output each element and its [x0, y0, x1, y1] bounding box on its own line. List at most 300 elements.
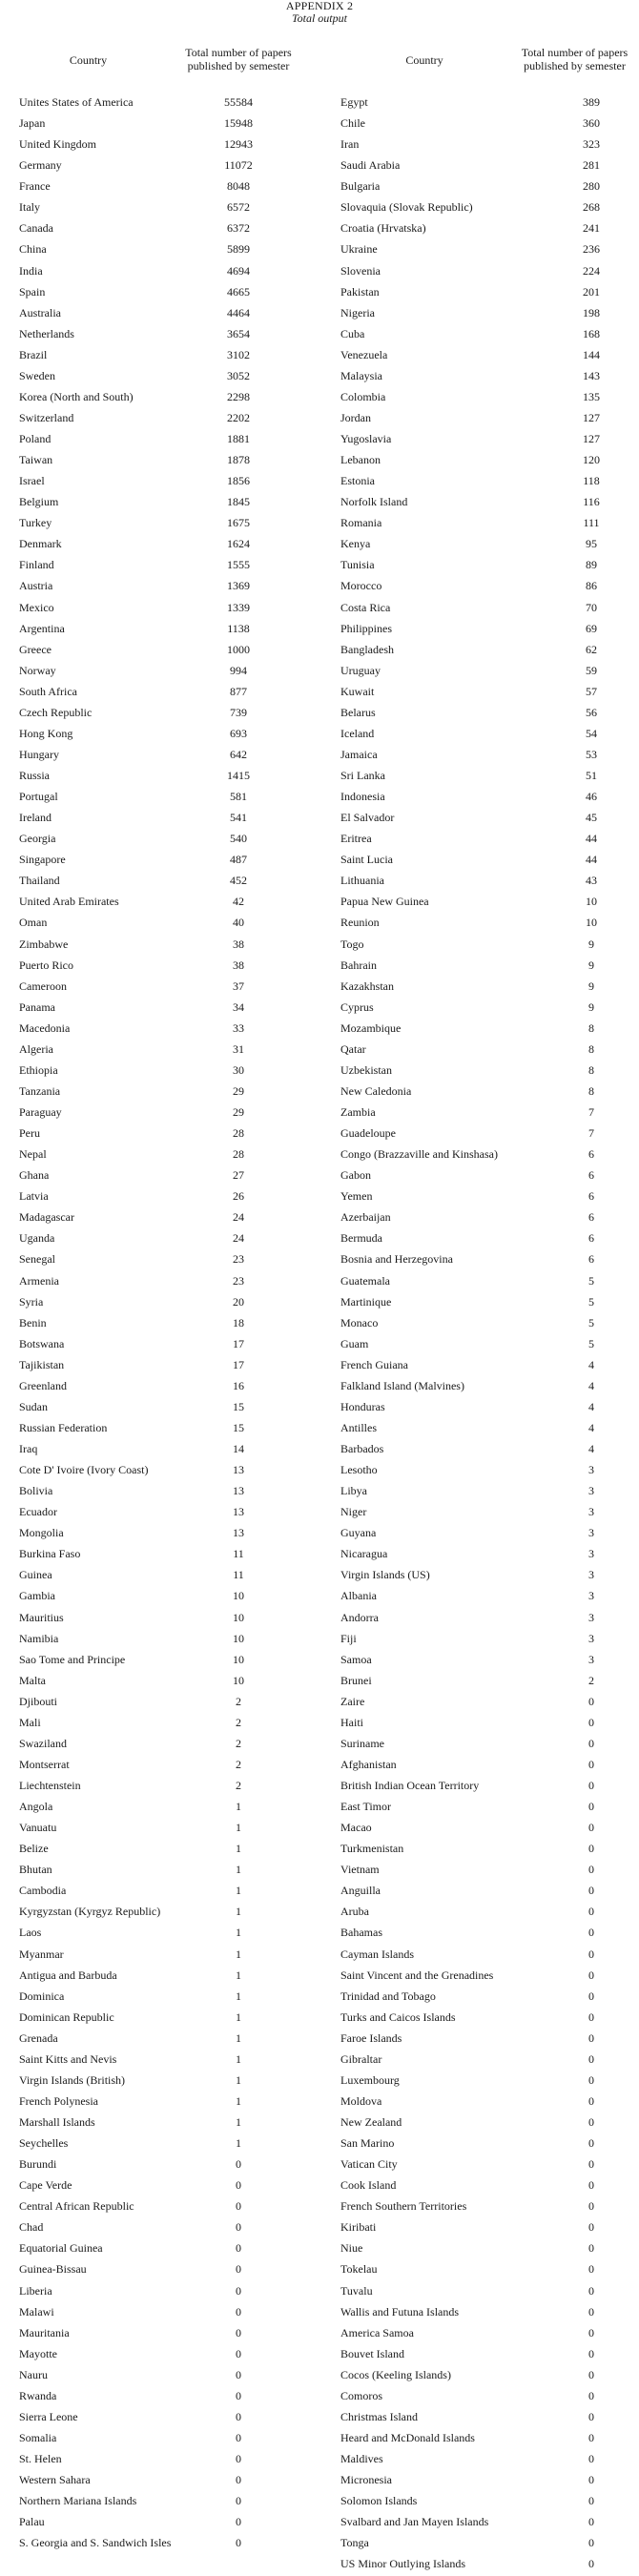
- paper-count: 0: [588, 2325, 594, 2339]
- table-row: [339, 2133, 639, 2154]
- table-row: [339, 2511, 639, 2532]
- table-row: [0, 1901, 320, 1922]
- table-row: [339, 1691, 639, 1712]
- country-name: Mauritius: [19, 1610, 64, 1624]
- paper-count: 7: [588, 1105, 594, 1119]
- paper-count: 95: [586, 537, 597, 551]
- country-name: Guatemala: [340, 1273, 390, 1288]
- table-row: [339, 2216, 639, 2237]
- table-row: [339, 1123, 639, 1144]
- table-row: [0, 1164, 320, 1185]
- paper-count: 15948: [224, 116, 253, 131]
- papers-header-line2: published by semester: [524, 59, 626, 72]
- table-row: [0, 1185, 320, 1206]
- table-row: [339, 1649, 639, 1670]
- country-name: New Caledonia: [340, 1083, 412, 1098]
- country-name: Malaysia: [340, 368, 382, 382]
- paper-count: 1: [236, 2009, 241, 2024]
- paper-count: 198: [583, 305, 600, 319]
- paper-count: 3: [588, 1589, 594, 1603]
- country-name: Monaco: [340, 1315, 379, 1329]
- paper-count: 46: [586, 790, 597, 804]
- country-name: Laos: [19, 1926, 42, 1940]
- paper-count: 23: [233, 1273, 244, 1288]
- table-row: [0, 281, 320, 302]
- country-name: British Indian Ocean Territory: [340, 1779, 480, 1792]
- paper-count: 0: [236, 2157, 241, 2172]
- paper-count: 4: [588, 1420, 594, 1434]
- table-row: [0, 997, 320, 1018]
- paper-count: 0: [236, 2367, 241, 2381]
- country-name: France: [19, 179, 51, 194]
- paper-count: 0: [588, 1968, 594, 1982]
- country-name: Chile: [340, 116, 365, 131]
- country-name: Comoros: [340, 2388, 383, 2402]
- table-row: [0, 2195, 320, 2216]
- paper-count: 0: [588, 2557, 594, 2571]
- country-name: Sao Tome and Principe: [19, 1652, 126, 1666]
- country-name: Uganda: [19, 1231, 55, 1246]
- paper-count: 0: [236, 2346, 241, 2360]
- country-name: Micronesia: [340, 2473, 392, 2487]
- paper-count: 0: [588, 1989, 594, 2003]
- country-name: Liberia: [19, 2283, 52, 2298]
- country-name: Samoa: [340, 1652, 372, 1666]
- paper-count: 1: [236, 1800, 241, 1814]
- country-name: Papua New Guinea: [340, 895, 429, 909]
- country-name: Switzerland: [19, 410, 74, 424]
- country-name: Fiji: [340, 1631, 357, 1645]
- table-row: [339, 1733, 639, 1754]
- paper-count: 0: [236, 2409, 241, 2423]
- paper-count: 2: [236, 1779, 241, 1792]
- country-name: Tokelau: [340, 2262, 378, 2277]
- country-name: Nepal: [19, 1147, 47, 1162]
- paper-count: 0: [588, 1715, 594, 1729]
- paper-count: 280: [583, 179, 600, 194]
- table-row: [0, 1522, 320, 1543]
- table-row: [339, 1522, 639, 1543]
- table-row: [339, 955, 639, 976]
- paper-count: 4: [588, 1442, 594, 1455]
- table-row: [339, 1291, 639, 1312]
- table-row: [0, 2532, 320, 2553]
- country-name: Botswana: [19, 1336, 65, 1350]
- paper-count: 1: [236, 2136, 241, 2151]
- paper-count: 6372: [227, 221, 250, 236]
- paper-count: 6: [588, 1210, 594, 1225]
- table-row: [339, 323, 639, 344]
- paper-count: 17: [233, 1336, 244, 1350]
- table-row: [0, 2028, 320, 2049]
- table-row: [339, 2237, 639, 2258]
- table-row: [339, 365, 639, 386]
- paper-count: 1: [236, 1905, 241, 1919]
- country-name: Togo: [340, 937, 364, 951]
- paper-count: 40: [233, 916, 244, 930]
- paper-count: 28: [233, 1147, 244, 1162]
- paper-count: 693: [230, 726, 247, 740]
- country-name: Faroe Islands: [340, 2030, 402, 2045]
- country-name: Latvia: [19, 1189, 49, 1204]
- right-column-header: [339, 46, 639, 80]
- paper-count: 1881: [227, 432, 250, 445]
- paper-count: 0: [236, 2515, 241, 2529]
- country-name: Mozambique: [340, 1020, 402, 1035]
- table-row: [339, 807, 639, 828]
- country-name: Brazil: [19, 347, 48, 361]
- paper-count: 487: [230, 853, 247, 867]
- table-row: [339, 2280, 639, 2301]
- table-row: [339, 1754, 639, 1775]
- table-row: [0, 681, 320, 702]
- country-name: Ireland: [19, 811, 52, 825]
- table-row: [0, 1691, 320, 1712]
- table-row: [339, 1396, 639, 1417]
- table-row: [0, 1206, 320, 1227]
- paper-count: 16: [233, 1378, 244, 1392]
- table-row: [0, 1312, 320, 1333]
- table-row: [0, 449, 320, 470]
- paper-count: 0: [588, 2409, 594, 2423]
- paper-count: 4665: [227, 284, 250, 299]
- table-row: [339, 1922, 639, 1943]
- table-row: [339, 2049, 639, 2070]
- country-name: Greece: [19, 642, 52, 656]
- country-name: Sierra Leone: [19, 2409, 78, 2423]
- paper-count: 10: [233, 1610, 244, 1624]
- table-row: [339, 1901, 639, 1922]
- paper-count: 1: [236, 1842, 241, 1856]
- country-name: Guinea: [19, 1568, 52, 1582]
- paper-count: 38: [233, 958, 244, 972]
- country-name: Namibia: [19, 1631, 59, 1645]
- country-name: Denmark: [19, 537, 62, 551]
- paper-count: 89: [586, 558, 597, 572]
- paper-count: 0: [588, 2157, 594, 2172]
- country-name: Maldives: [340, 2452, 383, 2465]
- country-name: Equatorial Guinea: [19, 2241, 103, 2256]
- country-name: Kyrgyzstan (Kyrgyz Republic): [19, 1905, 161, 1919]
- country-name: Tajikistan: [19, 1357, 65, 1371]
- table-row: [0, 1480, 320, 1501]
- country-name: Indonesia: [340, 790, 385, 804]
- country-name: El Salvador: [340, 811, 395, 825]
- table-row: [0, 744, 320, 765]
- paper-count: 2: [236, 1757, 241, 1771]
- country-name: Korea (North and South): [19, 389, 134, 403]
- paper-count: 6: [588, 1189, 594, 1204]
- paper-count: 4694: [227, 263, 250, 278]
- table-row: [0, 2049, 320, 2070]
- paper-count: 44: [586, 832, 597, 846]
- table-row: [0, 2091, 320, 2112]
- paper-count: 0: [588, 2430, 594, 2444]
- country-name: Czech Republic: [19, 705, 93, 719]
- table-row: [339, 681, 639, 702]
- paper-count: 877: [230, 684, 247, 698]
- country-name: Western Sahara: [19, 2473, 91, 2487]
- country-name: French Polynesia: [19, 2093, 98, 2108]
- table-row: [0, 1018, 320, 1039]
- paper-count: 5: [588, 1315, 594, 1329]
- country-name: Kenya: [340, 537, 371, 551]
- country-name: Russian Federation: [19, 1420, 108, 1434]
- paper-count: 51: [586, 769, 597, 782]
- country-name: Virgin Islands (British): [19, 2072, 126, 2087]
- country-name: Mauritania: [19, 2325, 70, 2339]
- paper-count: 29: [233, 1105, 244, 1119]
- paper-count: 28: [233, 1126, 244, 1141]
- country-name: Burkina Faso: [19, 1547, 81, 1561]
- paper-count: 2: [236, 1715, 241, 1729]
- country-name: Martinique: [340, 1294, 392, 1309]
- table-row: [339, 1501, 639, 1522]
- country-name: Mexico: [19, 600, 54, 614]
- paper-count: 0: [588, 2388, 594, 2402]
- paper-count: 6: [588, 1168, 594, 1183]
- table-row: [339, 2301, 639, 2322]
- paper-count: 323: [583, 137, 600, 152]
- left-column-header: [0, 46, 320, 80]
- country-name: Luxembourg: [340, 2072, 400, 2087]
- country-name: Algeria: [19, 1041, 53, 1056]
- table-row: [339, 2385, 639, 2406]
- paper-count: 0: [236, 2199, 241, 2214]
- country-name: Vatican City: [340, 2157, 398, 2172]
- country-name: Cote D' Ivoire (Ivory Coast): [19, 1463, 149, 1477]
- country-name: Myanmar: [19, 1947, 64, 1961]
- table-row: [0, 2511, 320, 2532]
- table-row: [0, 1248, 320, 1269]
- country-name: Madagascar: [19, 1210, 74, 1225]
- country-name: Sweden: [19, 368, 55, 382]
- paper-count: 0: [236, 2220, 241, 2235]
- paper-count: 0: [588, 2072, 594, 2087]
- paper-count: 1: [236, 1884, 241, 1898]
- paper-count: 3: [588, 1505, 594, 1519]
- country-name: Armenia: [19, 1273, 59, 1288]
- country-name: Central African Republic: [19, 2199, 134, 2214]
- paper-count: 1: [236, 2115, 241, 2129]
- paper-count: 33: [233, 1020, 244, 1035]
- paper-count: 11: [233, 1568, 244, 1582]
- table-row: [339, 1564, 639, 1585]
- paper-count: 10: [586, 916, 597, 930]
- table-row: [339, 2007, 639, 2028]
- country-name: Eritrea: [340, 832, 372, 846]
- table-row: [339, 491, 639, 512]
- paper-count: 0: [588, 2473, 594, 2487]
- table-row: [339, 1670, 639, 1691]
- paper-count: 360: [583, 116, 600, 131]
- paper-count: 45: [586, 811, 597, 825]
- table-row: [0, 470, 320, 491]
- table-row: [0, 849, 320, 870]
- country-name: Uzbekistan: [340, 1062, 392, 1077]
- paper-count: 1000: [227, 642, 250, 656]
- table-row: [0, 2154, 320, 2174]
- table-row: [0, 196, 320, 217]
- paper-count: 1: [236, 1989, 241, 2003]
- country-name: Turks and Caicos Islands: [340, 2009, 456, 2024]
- country-name: Christmas Island: [340, 2409, 418, 2423]
- country-name: Bahamas: [340, 1926, 382, 1940]
- table-row: [339, 786, 639, 807]
- paper-count: 1856: [227, 474, 250, 488]
- paper-count: 642: [230, 747, 247, 761]
- country-name: Barbados: [340, 1442, 384, 1455]
- table-row: [0, 1817, 320, 1838]
- table-row: [339, 2112, 639, 2133]
- country-name: Angola: [19, 1800, 53, 1814]
- paper-count: 389: [583, 95, 600, 109]
- table-row: [339, 281, 639, 302]
- table-row: [0, 1102, 320, 1123]
- country-name: Belarus: [340, 705, 376, 719]
- country-name: Mali: [19, 1715, 41, 1729]
- paper-count: 1: [236, 1968, 241, 1982]
- paper-count: 0: [588, 1779, 594, 1792]
- country-name: Norfolk Island: [340, 495, 408, 509]
- country-name: Zaire: [340, 1694, 365, 1708]
- country-name: Saint Vincent and the Grenadines: [340, 1968, 494, 1982]
- paper-count: 0: [588, 1757, 594, 1771]
- table-row: [0, 1922, 320, 1943]
- paper-count: 1878: [227, 453, 250, 467]
- table-row: [0, 428, 320, 449]
- table-row: [0, 2406, 320, 2427]
- country-name: Syria: [19, 1294, 44, 1309]
- paper-count: 62: [586, 642, 597, 656]
- table-row: [339, 1102, 639, 1123]
- country-header: Country: [405, 53, 443, 67]
- country-name: Gambia: [19, 1589, 55, 1603]
- paper-count: 8: [588, 1020, 594, 1035]
- country-name: Bhutan: [19, 1863, 52, 1877]
- country-name: Guadeloupe: [340, 1126, 396, 1141]
- table-row: [339, 2258, 639, 2279]
- table-row: [0, 1838, 320, 1859]
- country-name: Argentina: [19, 621, 65, 635]
- country-name: United Kingdom: [19, 137, 96, 152]
- country-name: Germany: [19, 158, 62, 173]
- table-row: [0, 2364, 320, 2385]
- paper-count: 0: [588, 2536, 594, 2550]
- table-row: [339, 217, 639, 238]
- paper-count: 43: [586, 874, 597, 888]
- country-name: Mongolia: [19, 1526, 64, 1540]
- table-row: [339, 934, 639, 955]
- table-row: [0, 491, 320, 512]
- country-name: Sri Lanka: [340, 769, 385, 782]
- table-row: [339, 554, 639, 575]
- table-row: [0, 1144, 320, 1164]
- paper-count: 452: [230, 874, 247, 888]
- left-country-list: [0, 92, 320, 2553]
- table-row: [339, 1270, 639, 1291]
- country-name: Guam: [340, 1336, 369, 1350]
- table-row: [0, 2448, 320, 2469]
- table-row: [0, 1670, 320, 1691]
- table-row: [0, 1944, 320, 1965]
- table-row: [0, 2133, 320, 2154]
- papers-header-line1: Total number of papers: [521, 46, 629, 59]
- table-row: [339, 2322, 639, 2343]
- table-row: [339, 260, 639, 281]
- table-row: [339, 1333, 639, 1354]
- country-name: Venezuela: [340, 347, 388, 361]
- paper-count: 236: [583, 242, 600, 257]
- paper-count: 7: [588, 1126, 594, 1141]
- country-name: Congo (Brazzaville and Kinshasa): [340, 1147, 498, 1162]
- table-row: [339, 849, 639, 870]
- country-name: Tuvalu: [340, 2283, 373, 2298]
- paper-count: 127: [583, 432, 600, 445]
- country-name: Libya: [340, 1484, 367, 1498]
- country-name: Bermuda: [340, 1231, 382, 1246]
- paper-count: 1845: [227, 495, 250, 509]
- country-name: Malta: [19, 1673, 46, 1687]
- paper-count: 5: [588, 1336, 594, 1350]
- country-name: Philippines: [340, 621, 393, 635]
- table-row: [339, 639, 639, 660]
- paper-count: 201: [583, 284, 600, 299]
- country-name: Israel: [19, 474, 45, 488]
- table-row: [339, 1375, 639, 1396]
- table-row: [339, 134, 639, 155]
- table-row: [339, 113, 639, 134]
- paper-count: 2: [236, 1694, 241, 1708]
- paper-count: 1: [236, 1863, 241, 1877]
- country-name: Tanzania: [19, 1083, 61, 1098]
- paper-count: 24: [233, 1231, 244, 1246]
- paper-count: 0: [588, 1821, 594, 1835]
- table-row: [0, 1965, 320, 1986]
- paper-count: 1415: [227, 769, 250, 782]
- country-name: US Minor Outlying Islands: [340, 2557, 466, 2571]
- table-row: [339, 2469, 639, 2490]
- table-row: [0, 955, 320, 976]
- country-name: Slovaquia (Slovak Republic): [340, 200, 473, 215]
- country-name: Austria: [19, 579, 53, 593]
- country-name: Trinidad and Tobago: [340, 1989, 436, 2003]
- table-row: [339, 2532, 639, 2553]
- paper-count: 9: [588, 937, 594, 951]
- paper-count: 3: [588, 1610, 594, 1624]
- table-row: [0, 1227, 320, 1248]
- country-name: Canada: [19, 221, 53, 236]
- table-row: [339, 2490, 639, 2511]
- country-name: Thailand: [19, 874, 60, 888]
- table-row: [0, 1543, 320, 1564]
- country-name: French Southern Territories: [340, 2199, 467, 2214]
- country-name: Oman: [19, 916, 48, 930]
- country-name: Cameroon: [19, 979, 67, 993]
- country-name: Antigua and Barbuda: [19, 1968, 117, 1982]
- country-name: Somalia: [19, 2430, 57, 2444]
- table-row: [339, 1417, 639, 1438]
- paper-count: 54: [586, 726, 597, 740]
- country-name: Cyprus: [340, 999, 374, 1014]
- country-name: Portugal: [19, 790, 58, 804]
- paper-count: 0: [236, 2283, 241, 2298]
- country-name: Kiribati: [340, 2220, 377, 2235]
- table-row: [339, 1480, 639, 1501]
- country-name: Paraguay: [19, 1105, 62, 1119]
- country-name: Anguilla: [340, 1884, 381, 1898]
- country-name: Grenada: [19, 2030, 58, 2045]
